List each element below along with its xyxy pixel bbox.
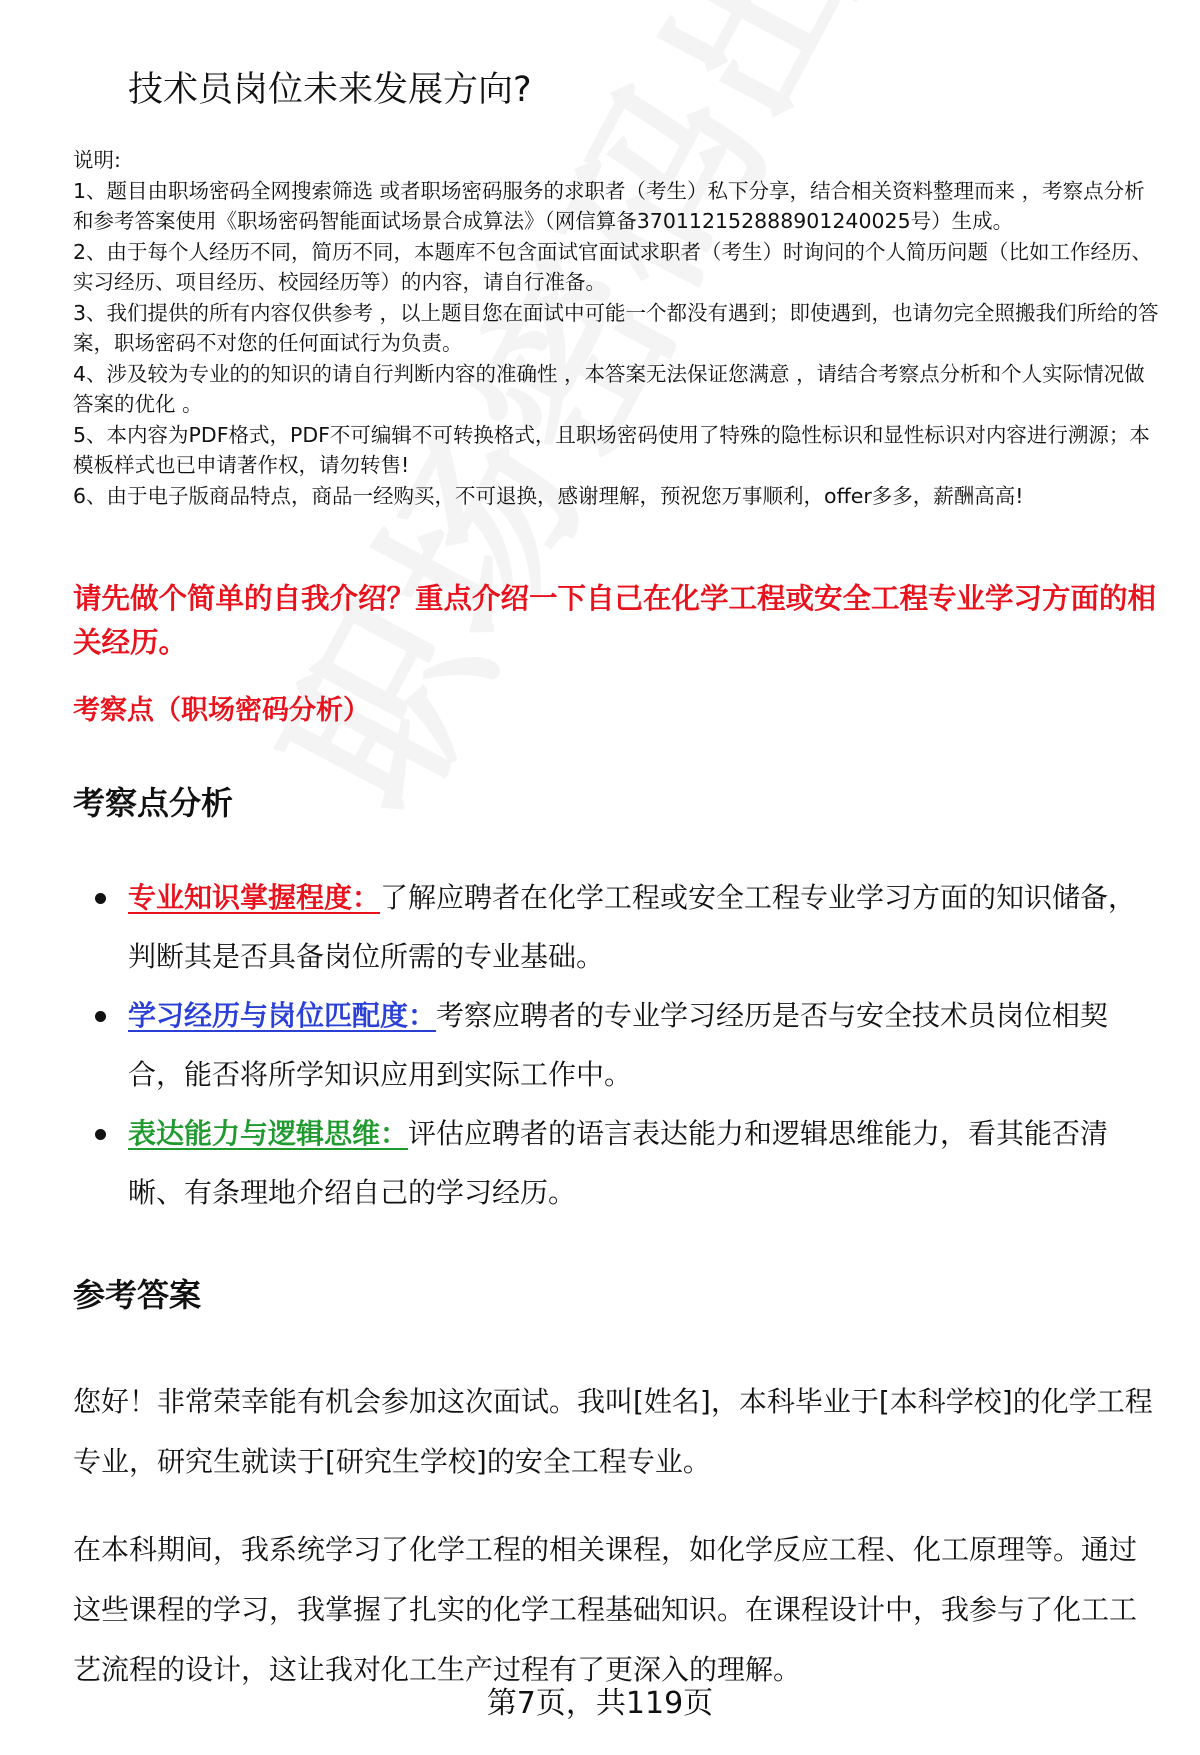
bullet-icon — [95, 1011, 106, 1022]
analysis-point — [95, 986, 1145, 1104]
question-subtitle: 考察点（职场密码分析） — [73, 695, 370, 726]
answer-paragraph: 在本科期间，我系统学习了化学工程的相关课程，如化学反应工程、化工原理等。通过这些课程的学习，我掌握了扎实的化学工程基础知识。在课程设计中，我参与了化工工艺流程的设计，这让我对化工生产过程有了更深入的理解。 — [73, 1533, 1138, 1686]
notes-item-4: 4、涉及较为专业的的知识的请自行判断内容的准确性 ，本答案无法保证您满意 ，请结合考察点分析和个人实际情况做答案的优化 。 — [73, 361, 1145, 416]
notes-item-5: 5、本内容为PDF格式，PDF不可编辑不可转换格式，且职场密码使用了特殊的隐性标识和显性标识对内容进行溯源；本模板样式也已申请著作权，请勿转售! — [73, 422, 1150, 477]
answer-body — [73, 1372, 1163, 1728]
interview-question: 请先做个简单的自我介绍？重点介绍一下自己在化学工程或安全工程专业学习方面的相关经历。 — [73, 582, 1157, 659]
analysis-point — [95, 868, 1145, 986]
analysis-points — [95, 868, 1145, 1222]
analysis-heading: 考察点分析 — [73, 784, 234, 822]
analysis-point-key: 表达能力与逻辑思维： — [128, 1117, 409, 1150]
page-number: 第7页，共119页 — [486, 1686, 714, 1721]
document-title: 技术员岗位未来发展方向? — [128, 70, 532, 110]
analysis-point-key: 学习经历与岗位匹配度： — [128, 999, 437, 1032]
bullet-icon — [95, 893, 106, 904]
analysis-point-text: 评估应聘者的语言表达能力和逻辑思维能力，看其能否清晰、有条理地介绍自己的学习经历。 — [128, 1117, 1109, 1209]
analysis-point-text: 了解应聘者在化学工程或安全工程专业学习方面的知识储备，判断其是否具备岗位所需的专业基础。 — [128, 881, 1137, 973]
bullet-icon — [95, 1129, 106, 1140]
notes-item-6: 6、由于电子版商品特点，商品一经购买，不可退换，感谢理解，预祝您万事顺利，offer多多，薪酬高高! — [73, 483, 1024, 508]
answer-heading: 参考答案 — [73, 1276, 202, 1314]
notes-block — [73, 145, 1163, 511]
analysis-point-key: 专业知识掌握程度： — [128, 881, 381, 914]
analysis-point — [95, 1104, 1145, 1222]
notes-heading: 说明: — [73, 148, 121, 172]
answer-paragraph: 您好！非常荣幸能有机会参加这次面试。我叫[姓名]，本科毕业于[本科学校]的化学工程专业，研究生就读于[研究生学校]的安全工程专业。 — [73, 1385, 1153, 1478]
analysis-point-text: 考察应聘者的专业学习经历是否与安全技术员岗位相契合，能否将所学知识应用到实际工作中。 — [128, 999, 1109, 1091]
notes-item-1: 1、题目由职场密码全网搜索筛选 或者职场密码服务的求职者（考生）私下分享，结合相关资料整理而来 ，考察点分析和参考答案使用《职场密码智能面试场景合成算法》（网信算备370112152888901240025号）生成。 — [73, 178, 1145, 233]
notes-item-3: 3、我们提供的所有内容仅供参考 ，以上题目您在面试中可能一个都没有遇到；即使遇到，也请勿完全照搬我们所给的答案，职场密码不对您的任何面试行为负责。 — [73, 300, 1159, 355]
notes-item-2: 2、由于每个人经历不同，简历不同，本题库不包含面试官面试求职者（考生）时询问的个人简历问题（比如工作经历、实习经历、项目经历、校园经历等）的内容，请自行准备。 — [73, 239, 1153, 294]
